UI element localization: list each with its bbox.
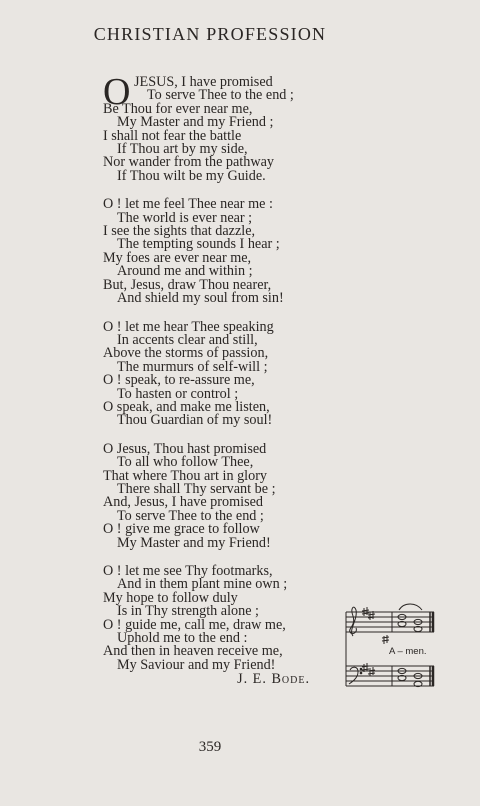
- hymn-line: JESUS, I have promised: [134, 74, 273, 90]
- hymn-line: I shall not fear the battle: [103, 127, 242, 144]
- hymn-line: O ! let me feel Thee near me :: [103, 196, 273, 213]
- hymn-line: The world is ever near ;: [117, 209, 253, 226]
- hymn-line: Nor wander from the pathway: [103, 154, 274, 171]
- hymn-line: My Master and my Friend!: [117, 534, 271, 551]
- hymn-line: In accents clear and still,: [117, 331, 258, 348]
- hymn-line: O ! let me hear Thee speaking: [103, 318, 274, 335]
- hymn-line: If Thou wilt be my Guide.: [117, 167, 266, 184]
- stanza-3: [103, 318, 343, 429]
- hymn-text: [103, 71, 343, 688]
- hymn-line: There shall Thy servant be ;: [117, 480, 276, 497]
- hymn-line: To hasten or control ;: [117, 385, 239, 402]
- hymn-line: And in them plant mine own ;: [117, 576, 288, 593]
- stanza-1: [103, 71, 343, 184]
- page-number: 359: [198, 739, 222, 755]
- hymn-line: O Jesus, Thou hast promised: [103, 440, 267, 457]
- hymn-line: Around me and within ;: [117, 263, 253, 280]
- hymn-line: Thou Guardian of my soul!: [117, 412, 273, 429]
- stanza-5: [103, 565, 343, 687]
- hymn-line: O ! speak, to re-assure me,: [103, 372, 255, 389]
- hymn-line: And, Jesus, I have promised: [103, 494, 263, 511]
- amen-label: A – men.: [389, 646, 427, 657]
- hymn-line: Uphold me to the end :: [117, 630, 248, 647]
- hymn-line: I see the sights that dazzle,: [103, 223, 256, 240]
- hymn-line: O speak, and make me listen,: [103, 398, 270, 415]
- hymn-line: To all who follow Thee,: [117, 454, 254, 471]
- hymn-line: Is in Thy strength alone ;: [117, 603, 259, 620]
- hymn-line: To serve Thee to the end ;: [147, 87, 294, 104]
- hymn-line: O ! give me grace to follow: [103, 521, 260, 538]
- hymn-line: My Saviour and my Friend!: [117, 656, 276, 673]
- hymn-line: The murmurs of self-will ;: [117, 358, 268, 375]
- hymn-line: My hope to follow duly: [103, 589, 238, 606]
- hymn-line: That where Thou art in glory: [103, 467, 268, 484]
- hymn-line: And then in heaven receive me,: [103, 643, 283, 660]
- hymn-line: Above the storms of passion,: [103, 345, 269, 362]
- page-header: CHRISTIAN PROFESSION: [93, 24, 327, 44]
- drop-cap: O: [103, 71, 131, 113]
- hymn-line: O ! guide me, call me, draw me,: [103, 616, 286, 633]
- hymn-line: My foes are ever near me,: [103, 249, 252, 266]
- hymn-line: O ! let me see Thy footmarks,: [103, 563, 273, 579]
- hymn-line: If Thou art by my side,: [117, 141, 248, 158]
- hymn-line: The tempting sounds I hear ;: [117, 236, 280, 253]
- stanza-2: [103, 198, 343, 305]
- hymn-line: My Master and my Friend ;: [117, 114, 274, 131]
- hymn-line: Be Thou for ever near me,: [103, 100, 253, 117]
- hymn-line: And shield my soul from sin!: [117, 290, 284, 307]
- stanza-4: [103, 440, 343, 551]
- hymn-line: To serve Thee to the end ;: [117, 507, 264, 524]
- hymn-line: But, Jesus, draw Thou nearer,: [103, 276, 272, 293]
- author-credit: J. E. Bode.: [237, 671, 310, 688]
